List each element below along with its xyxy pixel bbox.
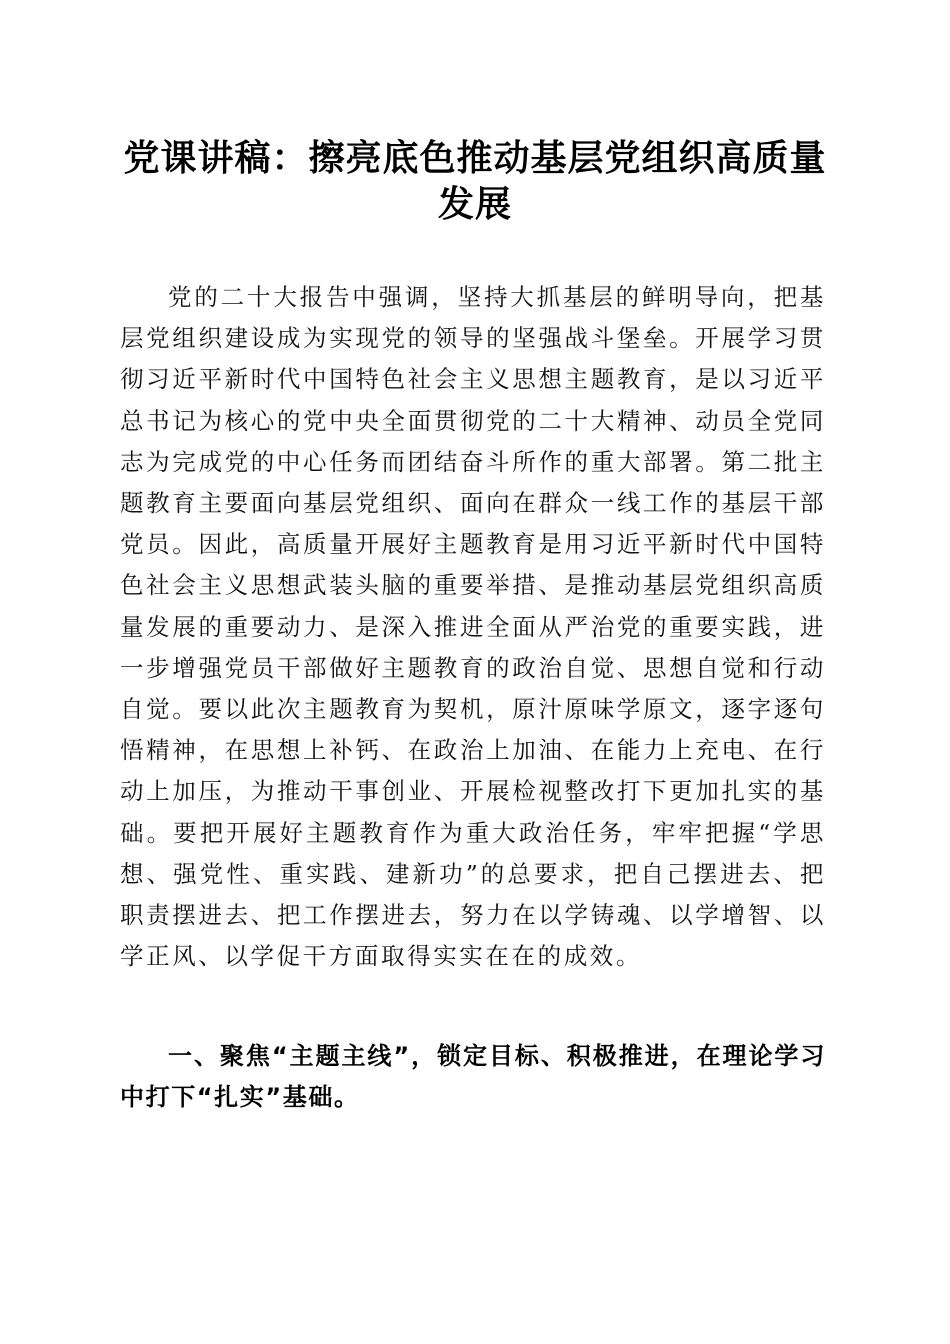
document-title: 党课讲稿：擦亮底色推动基层党组织高质量发展 xyxy=(123,137,827,225)
intro-paragraph: 党的二十大报告中强调，坚持大抓基层的鲜明导向，把基层党组织建设成为实现党的领导的坚强战斗堡垒。开展学习贯彻习近平新时代中国特色社会主义思想主题教育，是以习近平总书记为核心的党中央全面贯彻党的二十大精神、动员全党同志为完成党的中心任务而团结奋斗所作的重大部署。第二批主题教育主要面向基层党组织、面向在群众一线工作的基层干部党员。因此，高质量开展好主题教育是用习近平新时代中国特色社会主义思想武装头脑的重要举措、是推动基层党组织高质量发展的重要动力、是深入推进全面从严治党的重要实践，进一步增强党员干部做好主题教育的政治自觉、思想自觉和行动自觉。要以此次主题教育为契机，原汁原味学原文，逐字逐句悟精神，在思想上补钙、在政治上加油、在能力上充电、在行动上加压，为推动干事创业、开展检视整改打下更加扎实的基础。要把开展好主题教育作为重大政治任务，牢牢把握“学思想、强党性、重实践、建新功”的总要求，把自己摆进去、把职责摆进去、把工作摆进去，努力在以学铸魂、以学增智、以学正风、以学促干方面取得实实在在的成效。 xyxy=(120,283,826,971)
section-heading-1: 一、聚焦“主题主线”，锁定目标、积极推进，在理论学习中打下“扎实”基础。 xyxy=(120,1042,826,1111)
